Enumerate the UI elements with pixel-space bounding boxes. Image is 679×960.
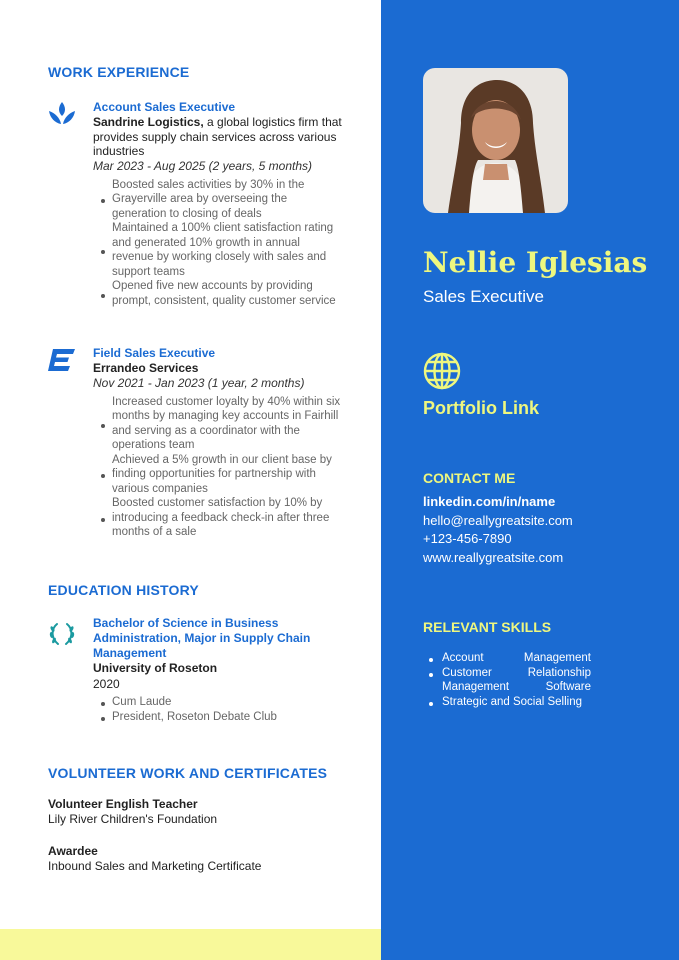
volunteer-item [48, 797, 348, 827]
job-company [93, 361, 343, 376]
skill-item: Customer Relationship Management Software [423, 666, 591, 695]
laurel-wreath-icon [48, 620, 76, 648]
skills-list [423, 651, 591, 709]
volunteer-title: Awardee [48, 844, 98, 858]
portfolio-link[interactable]: Portfolio Link [423, 398, 539, 418]
job-bullets [93, 178, 343, 309]
job-dates: Nov 2021 - Jan 2023 (1 year, 2 months) [93, 375, 305, 390]
bullet-item: Maintained a 100% client satisfaction rating and generated 10% growth in annual revenue by working closely with sales and support teams [93, 221, 344, 279]
linkedin-link[interactable]: linkedin.com/in/name [423, 494, 556, 509]
footer-bar [0, 929, 381, 960]
education-bullets [93, 695, 343, 724]
bullet-item: Opened five new accounts by providing prompt, consistent, quality customer service [93, 279, 344, 308]
profile-photo-illustration [423, 68, 568, 213]
globe-icon [423, 352, 461, 390]
letter-e-logo-icon [48, 346, 76, 374]
volunteer-title: Volunteer English Teacher [48, 797, 198, 811]
bullet-item: Cum Laude [93, 695, 344, 710]
job-company [93, 115, 343, 159]
bullet-item: Boosted customer satisfaction by 10% by introducing a feedback check-in after three months of a sale [93, 496, 344, 540]
profile-photo [423, 68, 568, 213]
volunteer-item [48, 844, 348, 874]
graduation-year: 2020 [93, 676, 120, 691]
company-description: a global logistics firm that provides supply chain services across various industries [93, 115, 342, 158]
job-title: Sales Executive [423, 287, 544, 306]
company-name: Sandrine Logistics, [93, 115, 204, 129]
phone-number: +123-456-7890 [423, 531, 512, 546]
skills-heading: RELEVANT SKILLS [423, 619, 552, 635]
leaf-logo-icon [48, 100, 76, 128]
company-name: Errandeo Services [93, 361, 199, 375]
skill-item: Account Management [423, 651, 591, 666]
right-column [381, 0, 679, 960]
person-name: Nellie Iglesias [423, 246, 648, 279]
bullet-item: President, Roseton Debate Club [93, 710, 344, 725]
work-experience-heading: WORK EXPERIENCE [48, 64, 190, 80]
job-dates: Mar 2023 - Aug 2025 (2 years, 5 months) [93, 158, 312, 173]
job-role: Field Sales Executive [93, 346, 216, 360]
contact-heading: CONTACT ME [423, 470, 516, 486]
school-name: University of Roseton [93, 661, 218, 675]
website-link[interactable]: www.reallygreatsite.com [423, 549, 564, 565]
bullet-item: Boosted sales activities by 30% in the Grayerville area by overseeing the generation to closing of deals [93, 178, 344, 222]
education-heading: EDUCATION HISTORY [48, 582, 199, 598]
email-link[interactable]: hello@reallygreatsite.com [423, 512, 573, 528]
contact-list [423, 493, 573, 567]
volunteer-subtitle: Inbound Sales and Marketing Certificate [48, 859, 262, 873]
job-bullets [93, 395, 343, 540]
volunteer-heading: VOLUNTEER WORK AND CERTIFICATES [48, 765, 328, 781]
volunteer-subtitle: Lily River Children's Foundation [48, 812, 218, 826]
bullet-item: Increased customer loyalty by 40% within six months by managing key accounts in Fairhill and serving as a coordinator with the operations team [93, 395, 344, 453]
bullet-item: Achieved a 5% growth in our client base by finding opportunities for partnership with various companies [93, 453, 344, 497]
skill-item: Strategic and Social Selling [423, 695, 591, 710]
job-role: Account Sales Executive [93, 100, 236, 114]
degree: Bachelor of Science in Business Administration, Major in Supply Chain Management [93, 616, 311, 660]
